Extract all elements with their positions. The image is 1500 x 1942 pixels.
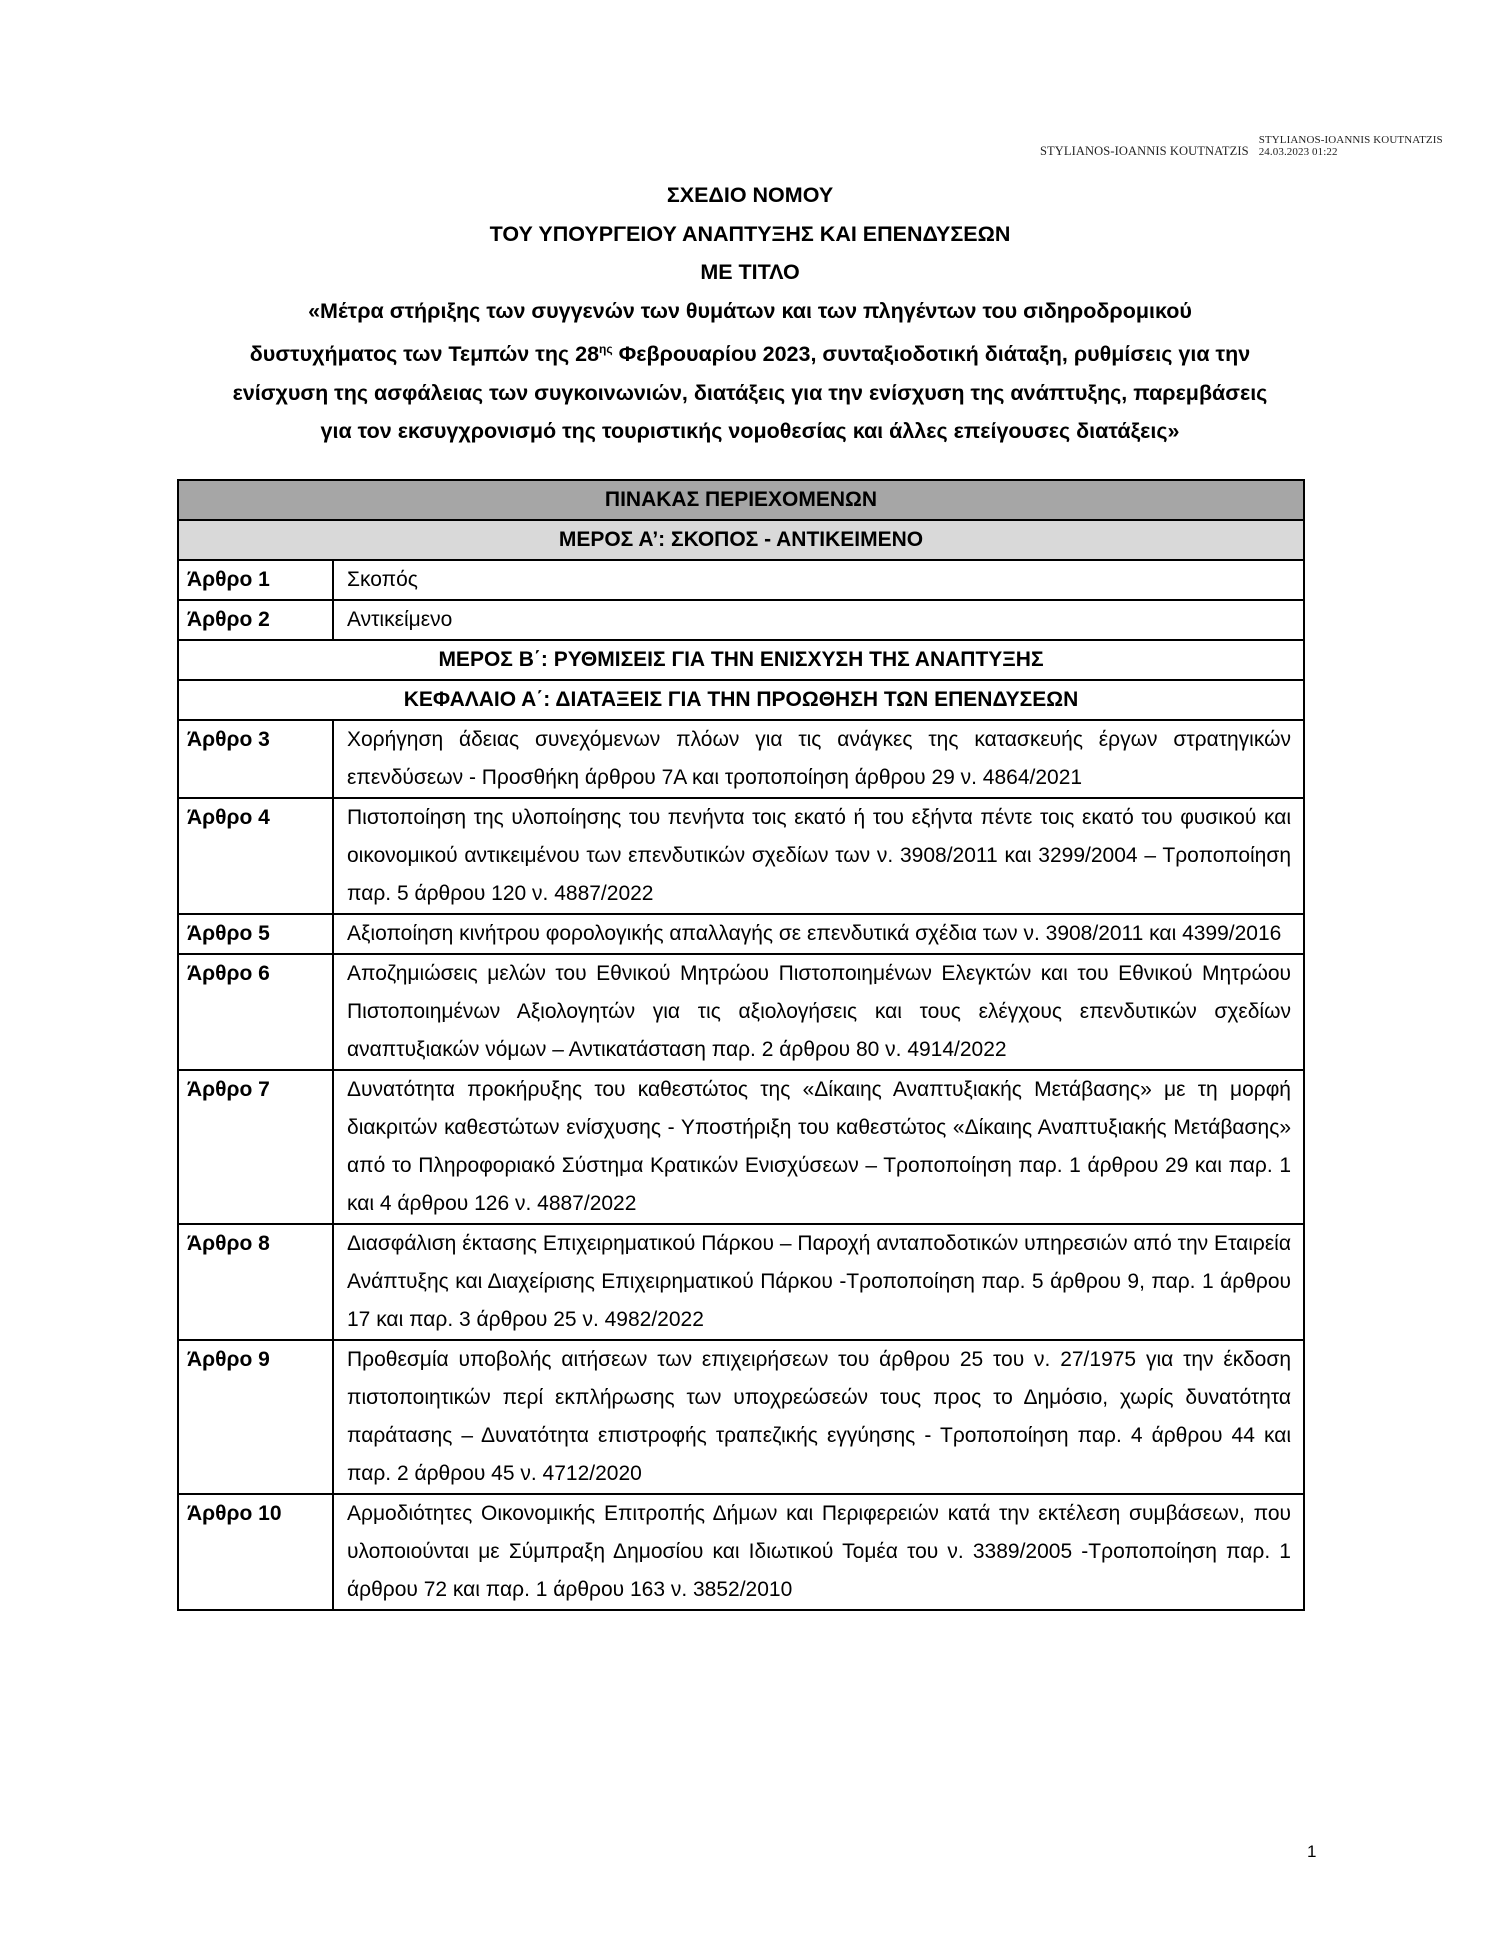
toc-heading-row — [178, 480, 1304, 520]
signer-name-small: STYLIANOS-IOANNIS KOUTNATZIS — [1258, 134, 1443, 146]
article-label: Άρθρο 3 — [178, 720, 333, 798]
article-description: Αξιοποίηση κινήτρου φορολογικής απαλλαγής σε επενδυτικά σχέδια των ν. 3908/2011 και 4399/2016 — [333, 914, 1304, 954]
article-description: Πιστοποίηση της υλοποίησης του πενήντα τοις εκατό ή του εξήντα πέντε τοις εκατό του φυσικού και οικονομικού αντικειμένου των επενδυτικών σχεδίων των ν. 3908/2011 και 3299/2004 – Τροποποίηση παρ. 5 άρθρου 120 ν. 4887/2022 — [333, 798, 1304, 914]
chapter-a-heading: ΚΕΦΑΛΑΙΟ Α΄: ΔΙΑΤΑΞΕΙΣ ΓΙΑ ΤΗΝ ΠΡΟΩΘΗΣΗ ΤΩΝ ΕΠΕΝΔΥΣΕΩΝ — [178, 680, 1304, 720]
part-a-heading: ΜΕΡΟΣ Α’: ΣΚΟΠΟΣ - ΑΝΤΙΚΕΙΜΕΝΟ — [178, 520, 1304, 560]
article-description: Αρμοδιότητες Οικονομικής Επιτροπής Δήμων και Περιφερειών κατά την εκτέλεση συμβάσεων, που υλοποιούνται με Σύμπραξη Δημοσίου και Ιδιωτικού Τομέα του ν. 3389/2005 -Τροποποίηση παρ. 1 άρθρου 72 και παρ. 1 άρθρου 163 ν. 3852/2010 — [333, 1494, 1304, 1610]
article-label: Άρθρο 6 — [178, 954, 333, 1070]
title-draft-law: ΣΧΕΔΙΟ ΝΟΜΟΥ — [666, 183, 834, 207]
bill-title-line-4: για τον εκσυγχρονισμό της τουριστικής νομοθεσίας και άλλες επείγουσες διατάξεις» — [320, 419, 1180, 443]
table-row — [178, 914, 1304, 954]
signer-name: STYLIANOS-IOANNIS KOUTNATZIS — [1040, 144, 1249, 158]
article-description: Δυνατότητα προκήρυξης του καθεστώτος της «Δίκαιης Αναπτυξιακής Μετάβασης» με τη μορφή διακριτών καθεστώτων ενίσχυσης - Υποστήριξη του καθεστώτος «Δίκαιης Αναπτυξιακής Μετάβασης» από το Πληροφοριακό Σύστημα Κρατικών Ενισχύσεων – Τροποποίηση παρ. 1 άρθρου 29 και παρ. 1 και 4 άρθρου 126 ν. 4887/2022 — [333, 1070, 1304, 1224]
table-row — [178, 600, 1304, 640]
part-a-row — [178, 520, 1304, 560]
article-label: Άρθρο 8 — [178, 1224, 333, 1340]
table-row — [178, 954, 1304, 1070]
title-ministry: ΤΟΥ ΥΠΟΥΡΓΕΙΟΥ ΑΝΑΠΤΥΞΗΣ ΚΑΙ ΕΠΕΝΔΥΣΕΩΝ — [489, 221, 1011, 246]
table-row — [178, 1494, 1304, 1610]
table-row — [178, 560, 1304, 600]
article-description: Αποζημιώσεις μελών του Εθνικού Μητρώου Πιστοποιημένων Ελεγκτών και του Εθνικού Μητρώου Πιστοποιημένων Αξιολογητών για τις αξιολογήσεις και τους ελέγχους επενδυτικών σχεδίων αναπτυξιακών νόμων – Αντικατάσταση παρ. 2 άρθρου 80 ν. 4914/2022 — [333, 954, 1304, 1070]
bill-title-line-2-pre: δυστυχήματος των Τεμπών της 28 — [249, 342, 600, 366]
title-with-title: ΜΕ ΤΙΤΛΟ — [700, 260, 800, 284]
article-label: Άρθρο 4 — [178, 798, 333, 914]
digital-signature-stamp — [1040, 134, 1443, 159]
article-label: Άρθρο 2 — [178, 600, 333, 640]
article-description: Σκοπός — [333, 560, 1304, 600]
ordinal-superscript: ης — [599, 342, 613, 356]
article-description: Αντικείμενο — [333, 600, 1304, 640]
table-row — [178, 1340, 1304, 1494]
article-description: Διασφάλιση έκτασης Επιχειρηματικού Πάρκου – Παροχή ανταποδοτικών υπηρεσιών από την Εταιρεία Ανάπτυξης και Διαχείρισης Επιχειρηματικού Πάρκου -Τροποποίηση παρ. 5 άρθρου 9, παρ. 1 άρθρου 17 και παρ. 3 άρθρου 25 ν. 4982/2022 — [333, 1224, 1304, 1340]
article-label: Άρθρο 7 — [178, 1070, 333, 1224]
article-label: Άρθρο 1 — [178, 560, 333, 600]
table-row — [178, 1224, 1304, 1340]
part-b-heading: ΜΕΡΟΣ Β΄: ΡΥΘΜΙΣΕΙΣ ΓΙΑ ΤΗΝ ΕΝΙΣΧΥΣΗ ΤΗΣ ΑΝΑΠΤΥΞΗΣ — [178, 640, 1304, 680]
page-number: 1 — [1307, 1842, 1317, 1861]
table-row — [178, 1070, 1304, 1224]
bill-title-line-1: «Μέτρα στήριξης των συγγενών των θυμάτων και των πληγέντων του σιδηροδρομικού — [308, 298, 1192, 323]
article-label: Άρθρο 10 — [178, 1494, 333, 1610]
bill-title-line-2-post: Φεβρουαρίου 2023, συνταξιοδοτική διάταξη, ρυθμίσεις για την — [612, 342, 1251, 366]
article-description: Προθεσμία υποβολής αιτήσεων των επιχειρήσεων του άρθρου 25 του ν. 27/1975 για την έκδοση πιστοποιητικών περί εκπλήρωσης των υποχρεώσεών τους προς το Δημόσιο, χωρίς δυνατότητα παράτασης – Δυνατότητα επιστροφής τραπεζικής εγγύησης - Τροποποίηση παρ. 4 άρθρου 44 και παρ. 2 άρθρου 45 ν. 4712/2020 — [333, 1340, 1304, 1494]
signature-details — [1259, 134, 1443, 158]
document-title — [170, 176, 1330, 451]
part-b-row — [178, 640, 1304, 680]
chapter-a-row — [178, 680, 1304, 720]
toc-heading: ΠΙΝΑΚΑΣ ΠΕΡΙΕΧΟΜΕΝΩΝ — [178, 480, 1304, 520]
table-row — [178, 720, 1304, 798]
signature-timestamp: 24.03.2023 01:22 — [1258, 146, 1338, 158]
bill-title-line-2 — [170, 330, 1330, 374]
table-row — [178, 798, 1304, 914]
bill-title-line-3: ενίσχυση της ασφάλειας των συγκοινωνιών, διατάξεις για την ενίσχυση της ανάπτυξης, παρεμβάσεις — [232, 380, 1268, 405]
table-of-contents — [177, 479, 1305, 1611]
article-label: Άρθρο 5 — [178, 914, 333, 954]
article-label: Άρθρο 9 — [178, 1340, 333, 1494]
article-description: Χορήγηση άδειας συνεχόμενων πλόων για τις ανάγκες της κατασκευής έργων στρατηγικών επενδύσεων - Προσθήκη άρθρου 7Α και τροποποίηση άρθρου 29 ν. 4864/2021 — [333, 720, 1304, 798]
